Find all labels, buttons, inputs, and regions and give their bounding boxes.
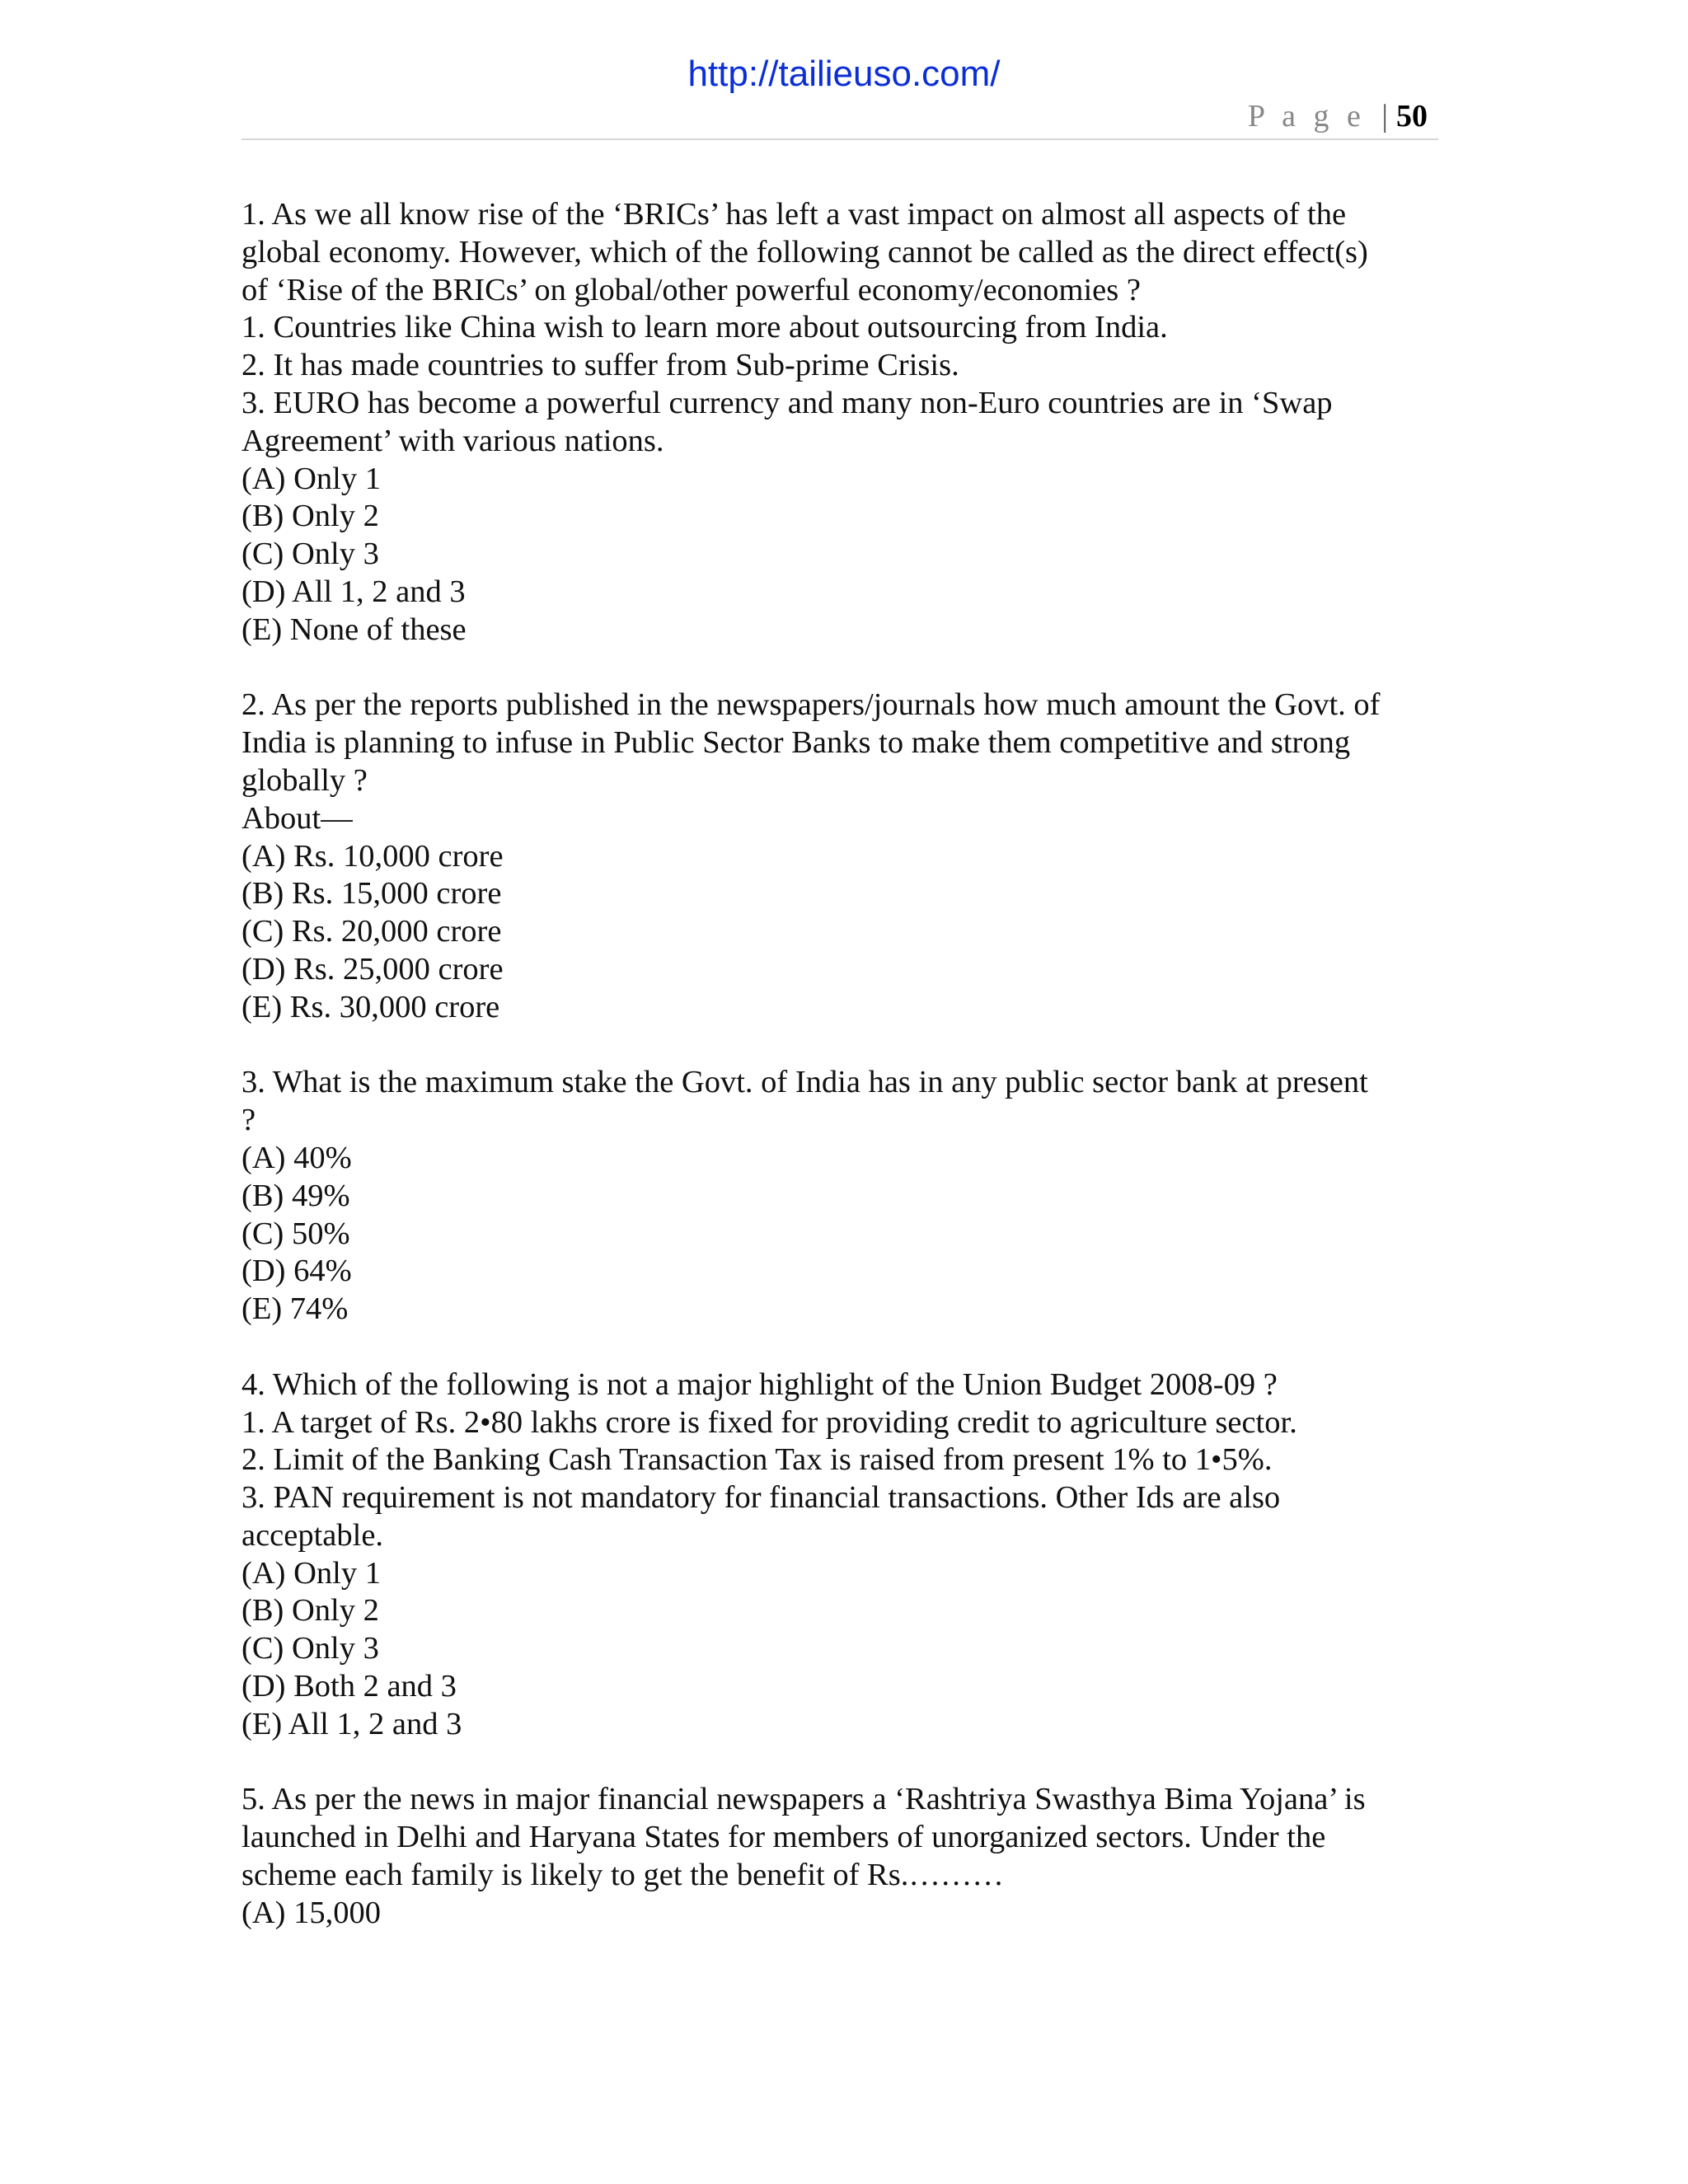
statement-line: 3. EURO has become a powerful currency and many non-Euro countries are in ‘Swap bbox=[241, 385, 1333, 420]
question-line: 1. As we all know rise of the ‘BRICs’ has left a vast impact on almost all aspects of the bbox=[241, 197, 1347, 232]
question-line: globally ? bbox=[241, 762, 368, 798]
answer-option: (D) All 1, 2 and 3 bbox=[241, 574, 466, 609]
page-number-value: 50 bbox=[1396, 99, 1428, 134]
header-url-link[interactable]: http://tailieuso.com/ bbox=[687, 54, 1001, 94]
answer-option: (B) Only 2 bbox=[241, 499, 379, 534]
statement-line: acceptable. bbox=[241, 1517, 384, 1553]
statement-line: 1. A target of Rs. 2•80 lakhs crore is fixed for providing credit to agriculture sector. bbox=[241, 1404, 1297, 1440]
statement-line: 3. PAN requirement is not mandatory for financial transactions. Other Ids are also bbox=[241, 1480, 1281, 1516]
question-line: 3. What is the maximum stake the Govt. of India has in any public sector bank at present bbox=[241, 1065, 1368, 1100]
answer-option: (B) 49% bbox=[241, 1178, 350, 1213]
question-4 bbox=[241, 1366, 1445, 1744]
question-3 bbox=[241, 1064, 1445, 1329]
statement-line: 2. It has made countries to suffer from Sub-prime Crisis. bbox=[241, 348, 959, 383]
question-5 bbox=[241, 1781, 1445, 1932]
question-line: 5. As per the news in major financial newspapers a ‘Rashtriya Swasthya Bima Yojana’ is bbox=[241, 1782, 1366, 1817]
answer-option: (A) 15,000 bbox=[241, 1895, 381, 1930]
answer-option: (E) All 1, 2 and 3 bbox=[241, 1706, 462, 1741]
answer-option: (D) Both 2 and 3 bbox=[241, 1669, 457, 1704]
page-number-indicator bbox=[1248, 98, 1428, 134]
question-line: of ‘Rise of the BRICs’ on global/other powerful economy/economies ? bbox=[241, 272, 1141, 307]
page-separator: | bbox=[1381, 99, 1388, 134]
document-body bbox=[241, 196, 1445, 1970]
statement-line: Agreement’ with various nations. bbox=[241, 423, 664, 458]
answer-option: (E) 74% bbox=[241, 1291, 349, 1327]
question-line: scheme each family is likely to get the benefit of Rs.……… bbox=[241, 1858, 1004, 1893]
answer-option: (D) 64% bbox=[241, 1254, 352, 1289]
question-line: launched in Delhi and Haryana States for members of unorganized sectors. Under the bbox=[241, 1820, 1326, 1855]
statement-line: 2. Limit of the Banking Cash Transaction Tax is raised from present 1% to 1•5%. bbox=[241, 1442, 1273, 1478]
question-line: ? bbox=[241, 1103, 256, 1138]
question-line: India is planning to infuse in Public Sector Banks to make them competitive and strong bbox=[241, 725, 1351, 761]
answer-option: (C) Only 3 bbox=[241, 537, 379, 572]
answer-option: (C) 50% bbox=[241, 1216, 350, 1251]
answer-option: (E) None of these bbox=[241, 612, 467, 647]
question-1 bbox=[241, 196, 1445, 649]
answer-option: (D) Rs. 25,000 crore bbox=[241, 951, 504, 987]
question-line: About— bbox=[241, 800, 353, 836]
answer-option: (C) Rs. 20,000 crore bbox=[241, 914, 502, 949]
answer-option: (E) Rs. 30,000 crore bbox=[241, 989, 500, 1024]
answer-option: (A) Rs. 10,000 crore bbox=[241, 838, 504, 874]
answer-option: (A) Only 1 bbox=[241, 1555, 381, 1591]
answer-option: (B) Rs. 15,000 crore bbox=[241, 876, 502, 912]
statement-line: 1. Countries like China wish to learn more about outsourcing from India. bbox=[241, 310, 1168, 345]
question-line: 2. As per the reports published in the newspapers/journals how much amount the Govt. of bbox=[241, 687, 1381, 723]
question-line: 4. Which of the following is not a major highlight of the Union Budget 2008-09 ? bbox=[241, 1366, 1278, 1402]
answer-option: (C) Only 3 bbox=[241, 1631, 379, 1666]
answer-option: (A) Only 1 bbox=[241, 461, 381, 496]
answer-option: (B) Only 2 bbox=[241, 1593, 379, 1629]
question-line: global economy. However, which of the following cannot be called as the direct effect(s) bbox=[241, 234, 1368, 269]
question-2 bbox=[241, 687, 1445, 1026]
header-divider bbox=[241, 138, 1438, 140]
answer-option: (A) 40% bbox=[241, 1140, 352, 1175]
page-label: P a g e bbox=[1247, 99, 1366, 134]
